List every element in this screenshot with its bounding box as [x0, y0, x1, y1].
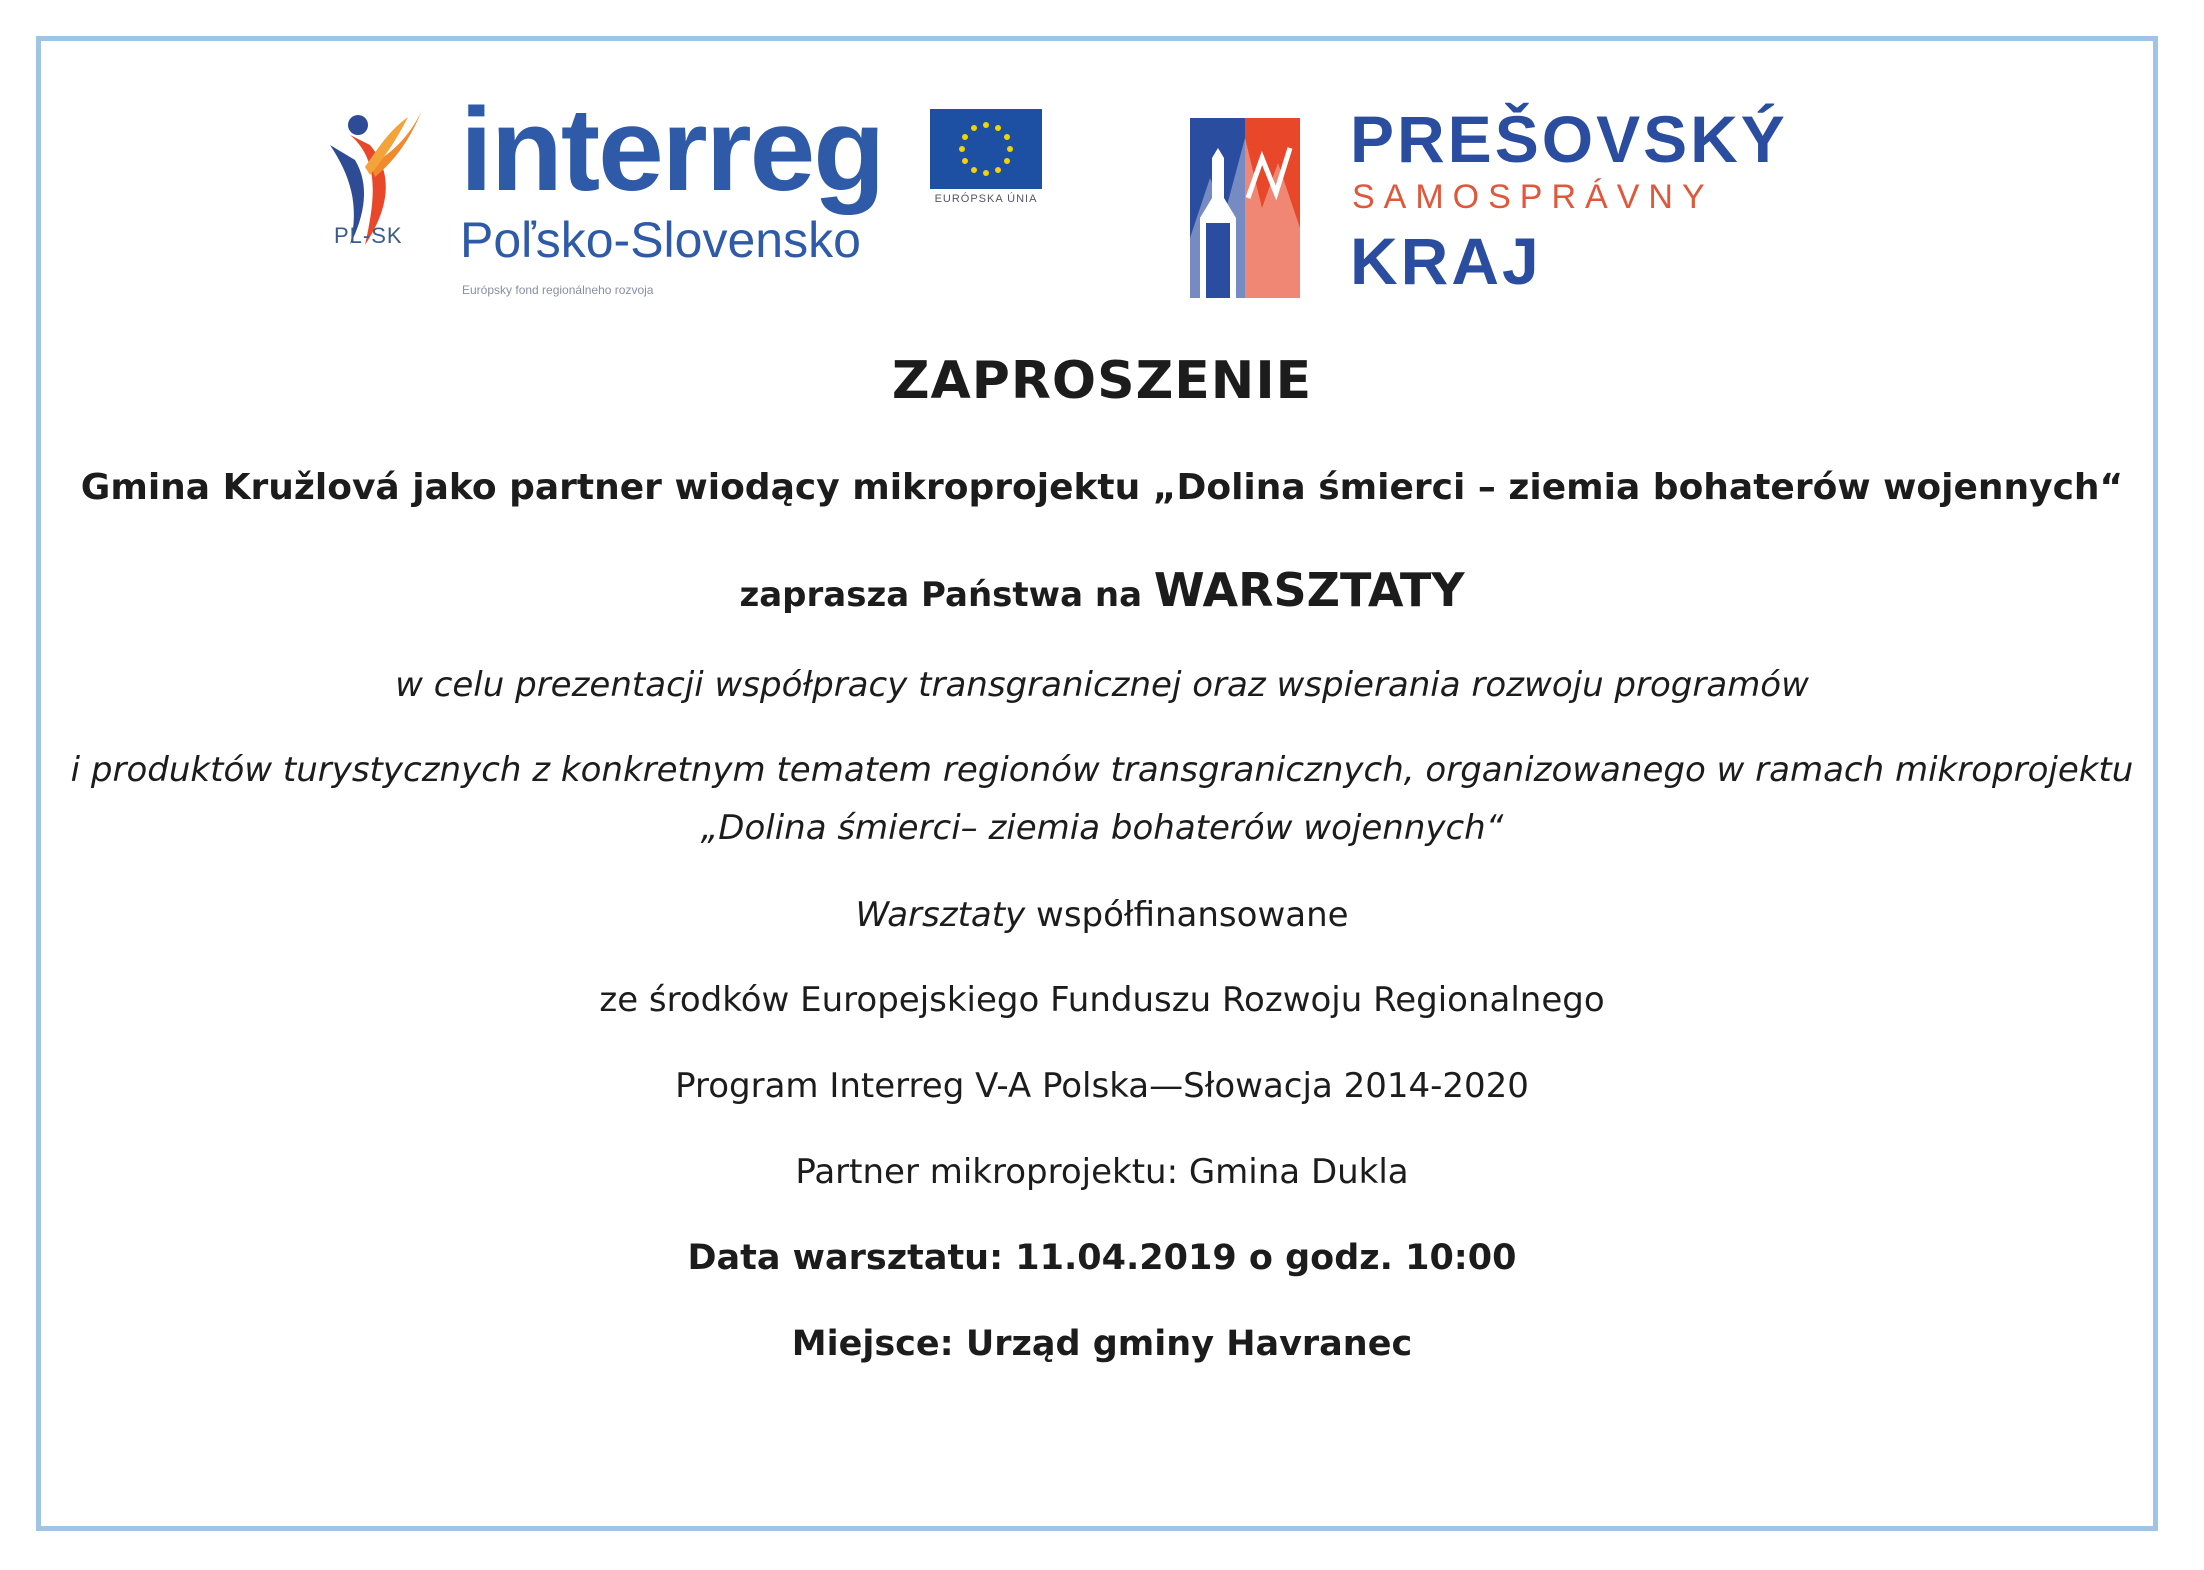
purpose-line-3: „Dolina śmierci– ziemia bohaterów wojennych“: [700, 808, 1504, 848]
cofinance-rest: współfinansowane: [1025, 895, 1349, 935]
lead-paragraph: Gmina Kružlová jako partner wiodący mikroprojektu „Dolina śmierci – ziemia bohaterów wojennych“: [80, 467, 2124, 508]
date-line: Data warsztatu: 11.04.2019 o godz. 10:00: [687, 1238, 1517, 1278]
invite-line: [0, 563, 2204, 618]
interreg-wordmark: interreg: [460, 84, 884, 216]
presov-region-logo: [1190, 102, 1910, 300]
interreg-subtitle: Poľsko-Slovensko: [460, 212, 861, 268]
invitation-title: ZAPROSZENIE: [891, 351, 1313, 411]
fund-line: ze środków Europejskiego Funduszu Rozwoju Regionalnego: [599, 980, 1605, 1020]
interreg-fund-caption: Európsky fond regionálneho rozvoja: [462, 283, 654, 297]
presov-line-3: KRAJ: [1350, 224, 1542, 298]
event-name: WARSZTATY: [1153, 563, 1465, 617]
partner-line: Partner mikroprojektu: Gmina Dukla: [795, 1152, 1409, 1192]
eu-caption: EURÓPSKA ÚNIA: [934, 193, 1038, 205]
purpose-line-1: w celu prezentacji współpracy transgranicznej oraz wspierania rozwoju programów: [395, 665, 1809, 705]
presov-line-1: PREŠOVSKÝ: [1350, 102, 1788, 176]
program-line: Program Interreg V-A Polska—Słowacja 2014-2020: [675, 1066, 1529, 1106]
cofinance-italic: Warsztaty: [855, 895, 1026, 935]
invite-prefix: zaprasza Państwa na: [739, 575, 1154, 615]
plsk-label: PL-SK: [334, 223, 403, 248]
eu-flag-icon: [930, 109, 1042, 189]
presov-line-2: SAMOSPRÁVNY: [1352, 178, 1714, 216]
interreg-logo: [310, 84, 1070, 310]
presov-emblem-icon: [1190, 118, 1300, 298]
cofinance-line: [0, 895, 2204, 936]
purpose-line-2: i produktów turystycznych z konkretnym tematem regionów transgranicznych, organizowanego w ramach mikroprojektu: [70, 750, 2134, 790]
place-line: Miejsce: Urząd gminy Havranec: [791, 1324, 1413, 1364]
